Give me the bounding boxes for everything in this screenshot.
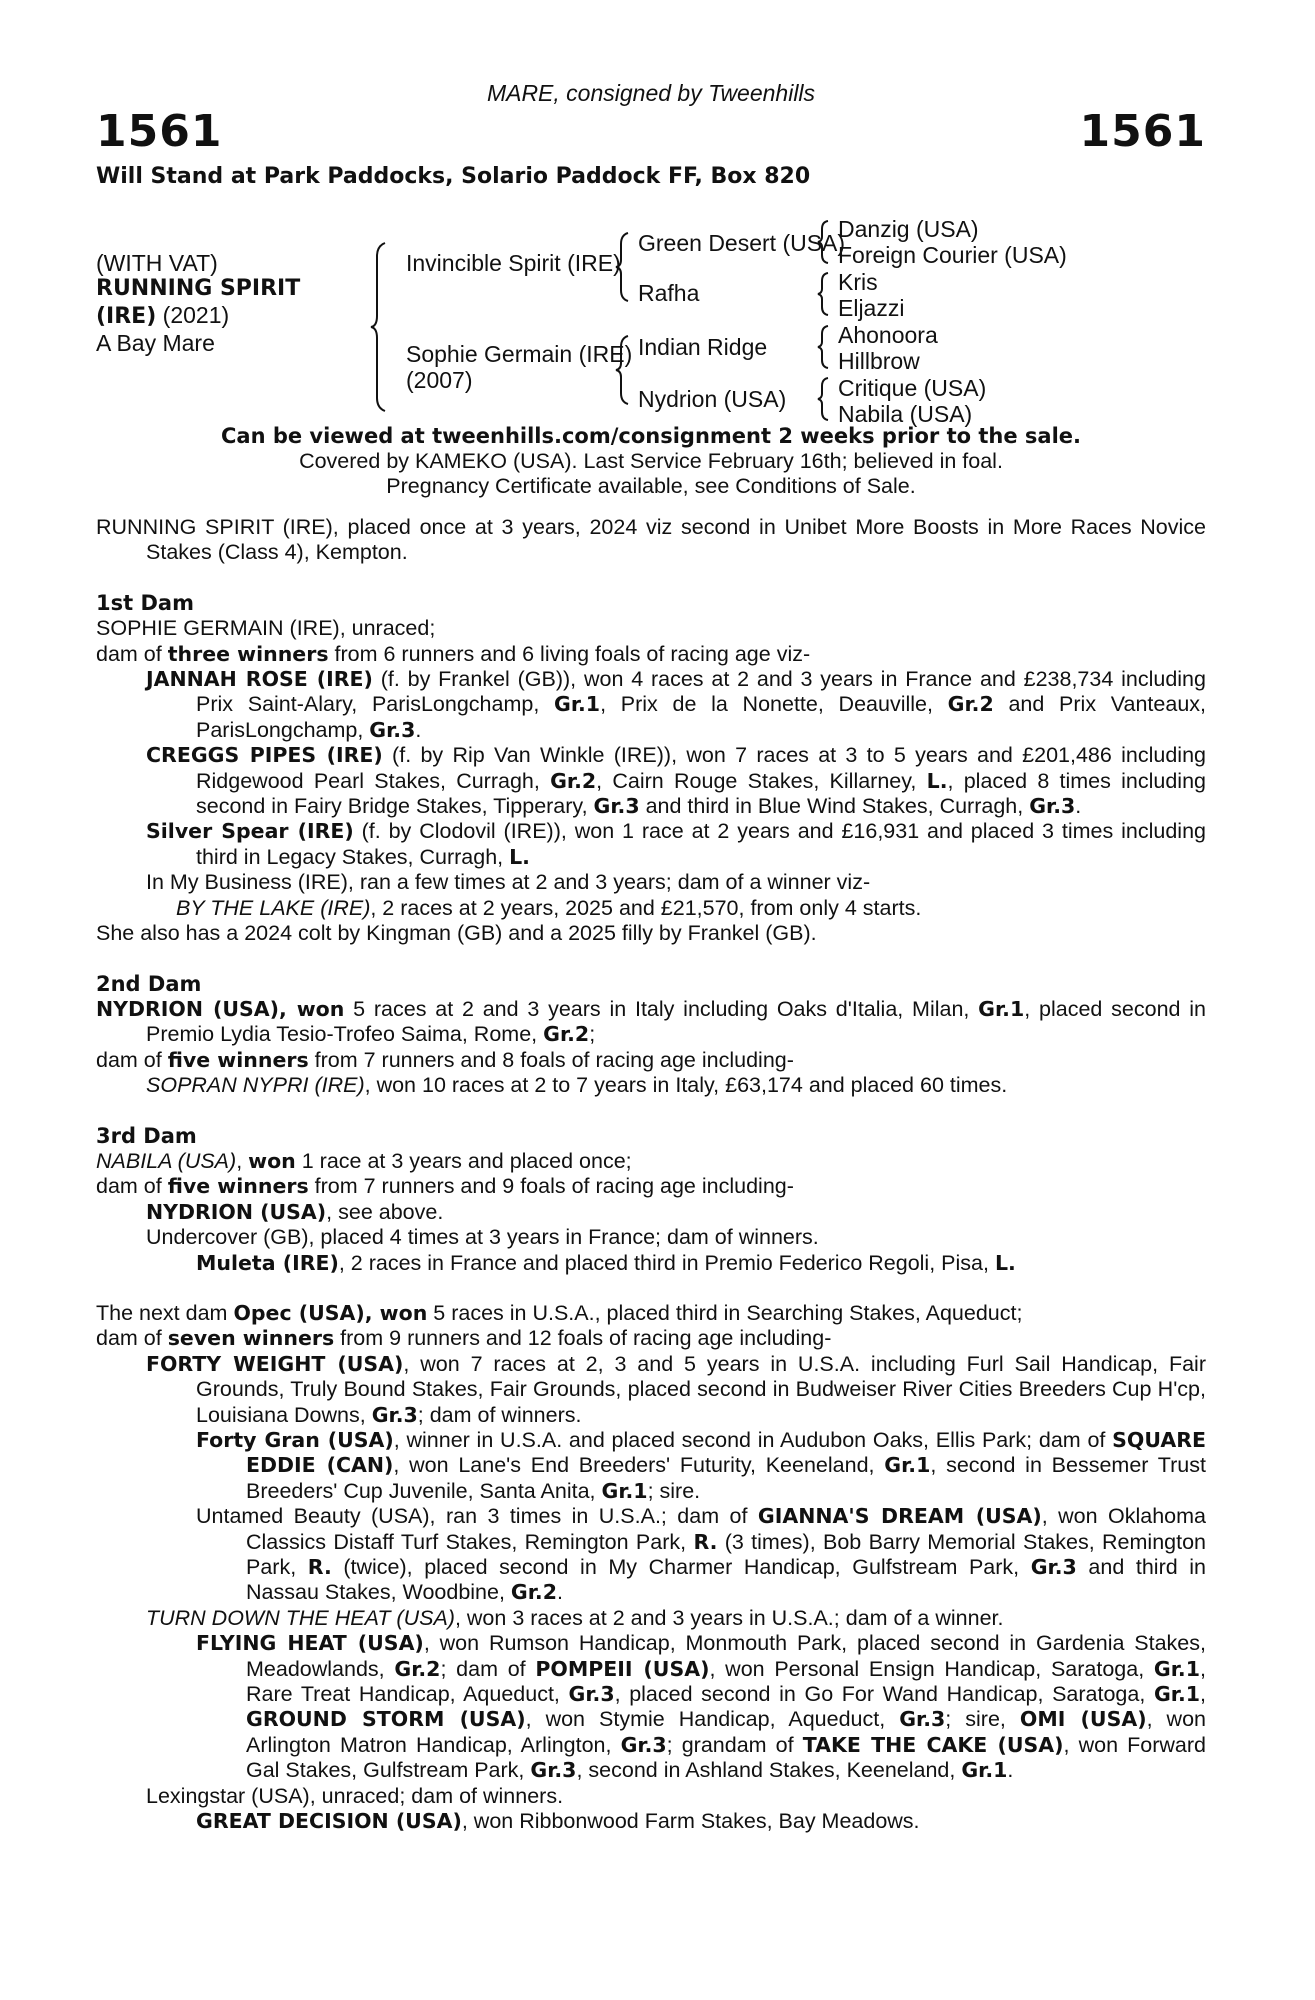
first-dam-produce: dam of three winners from 6 runners and 6 living foals of racing age viz- <box>96 641 811 666</box>
pedigree-ss: Green Desert (USA) <box>638 230 846 256</box>
produce-record <box>96 515 1206 1835</box>
produce-untamed-beauty: Untamed Beauty (USA), ran 3 times in U.S.A.; dam of GIANNA'S DREAM (USA), won Oklahoma Classics Distaff Turf Stakes, Remington Park, R. (3 times), Bob Barry Memorial Stakes, Remington Park, R. (twice), placed second in My Charmer Handicap, Gulfstream Park, Gr.3 and third in Nassau Stakes, Woodbine, Gr.2. <box>196 1504 1207 1605</box>
covered-note: Covered by KAMEKO (USA). Last Service February 16th; believed in foal. <box>299 449 1003 473</box>
pedigree-dss: Ahonoora <box>838 322 938 348</box>
produce-turn-down-the-heat: TURN DOWN THE HEAT (USA), won 3 races at 2 and 3 years in U.S.A.; dam of a winner. <box>146 1605 1004 1630</box>
horse-year: (2021) <box>156 302 230 328</box>
produce-jannah-rose: JANNAH ROSE (IRE) (f. by Frankel (GB)), won 4 races at 2 and 3 years in France and £238,734 including Prix Saint-Alary, ParisLongchamp, Gr.1, Prix de la Nonette, Deauville, Gr.2 and Prix Vanteaux, ParisLongchamp, Gr.3. <box>146 667 1206 742</box>
third-dam-heading: 3rd Dam <box>96 1123 197 1148</box>
viewing-note: Can be viewed at tweenhills.com/consignment 2 weeks prior to the sale. <box>221 424 1081 448</box>
pedigree-ds: Indian Ridge <box>638 334 768 360</box>
lot-number-right: 1561 <box>1079 106 1206 157</box>
horse-identity <box>96 250 300 356</box>
bracket-dam <box>616 335 630 405</box>
bracket-sd <box>818 272 830 316</box>
lot-subtitle: MARE, consigned by Tweenhills <box>486 80 816 106</box>
pedigree-sdd: Eljazzi <box>838 295 905 321</box>
pedigree-sss: Danzig (USA) <box>838 216 979 242</box>
produce-creggs-pipes: CREGGS PIPES (IRE) (f. by Rip Van Winkle (IRE)), won 7 races at 3 to 5 years and £201,486 including Ridgewood Pearl Stakes, Curragh, Gr.2, Cairn Rouge Stakes, Killarney, L., placed 8 times including second in Fairy Bridge Stakes, Tipperary, Gr.3 and third in Blue Wind Stakes, Curragh, Gr.3. <box>146 743 1206 819</box>
catalogue-page <box>96 78 1206 1835</box>
second-dam-produce: dam of five winners from 7 runners and 8 foals of racing age including- <box>96 1047 794 1072</box>
lot-number-row <box>96 106 1206 158</box>
third-dam-record: NABILA (USA), won 1 race at 3 years and placed once; <box>96 1148 632 1173</box>
pedigree-dsd: Hillbrow <box>838 348 920 374</box>
first-dam-also: She also has a 2024 colt by Kingman (GB) and a 2025 filly by Frankel (GB). <box>96 921 817 946</box>
horse-description: A Bay Mare <box>96 330 215 356</box>
produce-flying-heat: FLYING HEAT (USA), won Rumson Handicap, Monmouth Park, placed second in Gardenia Stakes, Meadowlands, Gr.2; dam of POMPEII (USA), won Personal Ensign Handicap, Saratoga, Gr.1, Rare Treat Handicap, Aqueduct, Gr.3, placed second in Go For Wand Handicap, Saratoga, Gr.1, GROUND STORM (USA), won Stymie Handicap, Aqueduct, Gr.3; sire, OMI (USA), won Arlington Matron Handicap, Arlington, Gr.3; grandam of TAKE THE CAKE (USA), won Forward Gal Stakes, Gulfstream Park, Gr.3, second in Ashland Stakes, Keeneland, Gr.1. <box>196 1631 1207 1783</box>
produce-forty-weight: FORTY WEIGHT (USA), won 7 races at 2, 3 and 5 years in U.S.A. including Furl Sail Handicap, Fair Grounds, Truly Bound Stakes, Fair Grounds, placed second in Budweiser River Cities Breeders Cup H'cp, Louisiana Downs, Gr.3; dam of winners. <box>146 1351 1206 1427</box>
next-dam-record: The next dam Opec (USA), won 5 races in U.S.A., placed third in Searching Stakes, Aqueduct; <box>96 1300 1023 1325</box>
produce-by-the-lake: BY THE LAKE (IRE), 2 races at 2 years, 2025 and £21,570, from only 4 starts. <box>176 895 922 920</box>
produce-in-my-business: In My Business (IRE), ran a few times at 2 and 3 years; dam of a winner viz- <box>146 870 871 895</box>
bracket-sire <box>616 232 630 302</box>
second-dam-heading: 2nd Dam <box>96 971 202 996</box>
horse-name: RUNNING SPIRIT <box>96 276 301 301</box>
bracket-dd <box>818 377 830 421</box>
second-dam-section <box>96 972 1206 1099</box>
produce-sopran-nypri: SOPRAN NYPRI (IRE), won 10 races at 2 to 7 years in Italy, £63,174 and placed 60 times. <box>146 1073 1008 1098</box>
produce-silver-spear: Silver Spear (IRE) (f. by Clodovil (IRE)), won 1 race at 2 years and £16,931 and placed 3 times including third in Legacy Stakes, Curragh, L. <box>146 819 1206 869</box>
pedigree-sd: Rafha <box>638 280 700 306</box>
pedigree-sire: Invincible Spirit (IRE) <box>406 250 621 276</box>
pedigree-dam <box>406 341 632 393</box>
third-dam-produce: dam of five winners from 7 runners and 9 foals of racing age including- <box>96 1174 794 1199</box>
pedigree-dam-year: (2007) <box>406 367 473 393</box>
pedigree-ssd: Foreign Courier (USA) <box>838 242 1067 268</box>
third-dam-section <box>96 1124 1206 1276</box>
stand-location: Will Stand at Park Paddocks, Solario Paddock FF, Box 820 <box>96 164 811 189</box>
pregnancy-note: Pregnancy Certificate available, see Conditions of Sale. <box>386 474 916 498</box>
pedigree-ddd: Nabila (USA) <box>838 401 973 427</box>
bracket-main <box>371 242 387 412</box>
pedigree-sds: Kris <box>838 269 878 295</box>
race-record-intro: RUNNING SPIRIT (IRE), placed once at 3 years, 2024 viz second in Unibet More Boosts in More Races Novice Stakes (Class 4), Kempton. <box>96 515 1206 565</box>
sale-notes <box>96 424 1206 499</box>
next-dam-produce: dam of seven winners from 9 runners and 12 foals of racing age including- <box>96 1326 832 1351</box>
vat-note: (WITH VAT) <box>96 250 218 276</box>
bracket-ds <box>818 325 830 369</box>
pedigree-dam-name: Sophie Germain (IRE) <box>406 341 633 367</box>
produce-undercover: Undercover (GB), placed 4 times at 3 years in France; dam of winners. <box>146 1225 819 1250</box>
first-dam-heading: 1st Dam <box>96 590 194 615</box>
produce-lexingstar: Lexingstar (USA), unraced; dam of winners. <box>146 1783 564 1808</box>
horse-suffix: (IRE) <box>96 304 157 329</box>
first-dam-name: SOPHIE GERMAIN (IRE), unraced; <box>96 616 436 641</box>
bracket-ss <box>818 220 830 264</box>
produce-muleta: Muleta (IRE), 2 races in France and placed third in Premio Federico Regoli, Pisa, L. <box>196 1250 1016 1275</box>
produce-nydrion: NYDRION (USA), see above. <box>146 1199 444 1224</box>
lot-number-left: 1561 <box>96 106 223 157</box>
second-dam-record: NYDRION (USA), won 5 races at 2 and 3 years in Italy including Oaks d'Italia, Milan, Gr.1, placed second in Premio Lydia Tesio-Trofeo Saima, Rome, Gr.2; <box>96 996 1206 1047</box>
first-dam-section <box>96 591 1206 947</box>
pedigree-table <box>96 192 1206 427</box>
produce-great-decision: GREAT DECISION (USA), won Ribbonwood Farm Stakes, Bay Meadows. <box>196 1809 920 1834</box>
pedigree-dds: Critique (USA) <box>838 375 987 401</box>
next-dam-section <box>96 1301 1206 1835</box>
pedigree-dd: Nydrion (USA) <box>638 386 787 412</box>
produce-forty-gran: Forty Gran (USA), winner in U.S.A. and placed second in Audubon Oaks, Ellis Park; dam of SQUARE EDDIE (CAN), won Lane's End Breeders' Futurity, Keeneland, Gr.1, second in Bessemer Trust Breeders' Cup Juvenile, Santa Anita, Gr.1; sire. <box>196 1428 1207 1503</box>
